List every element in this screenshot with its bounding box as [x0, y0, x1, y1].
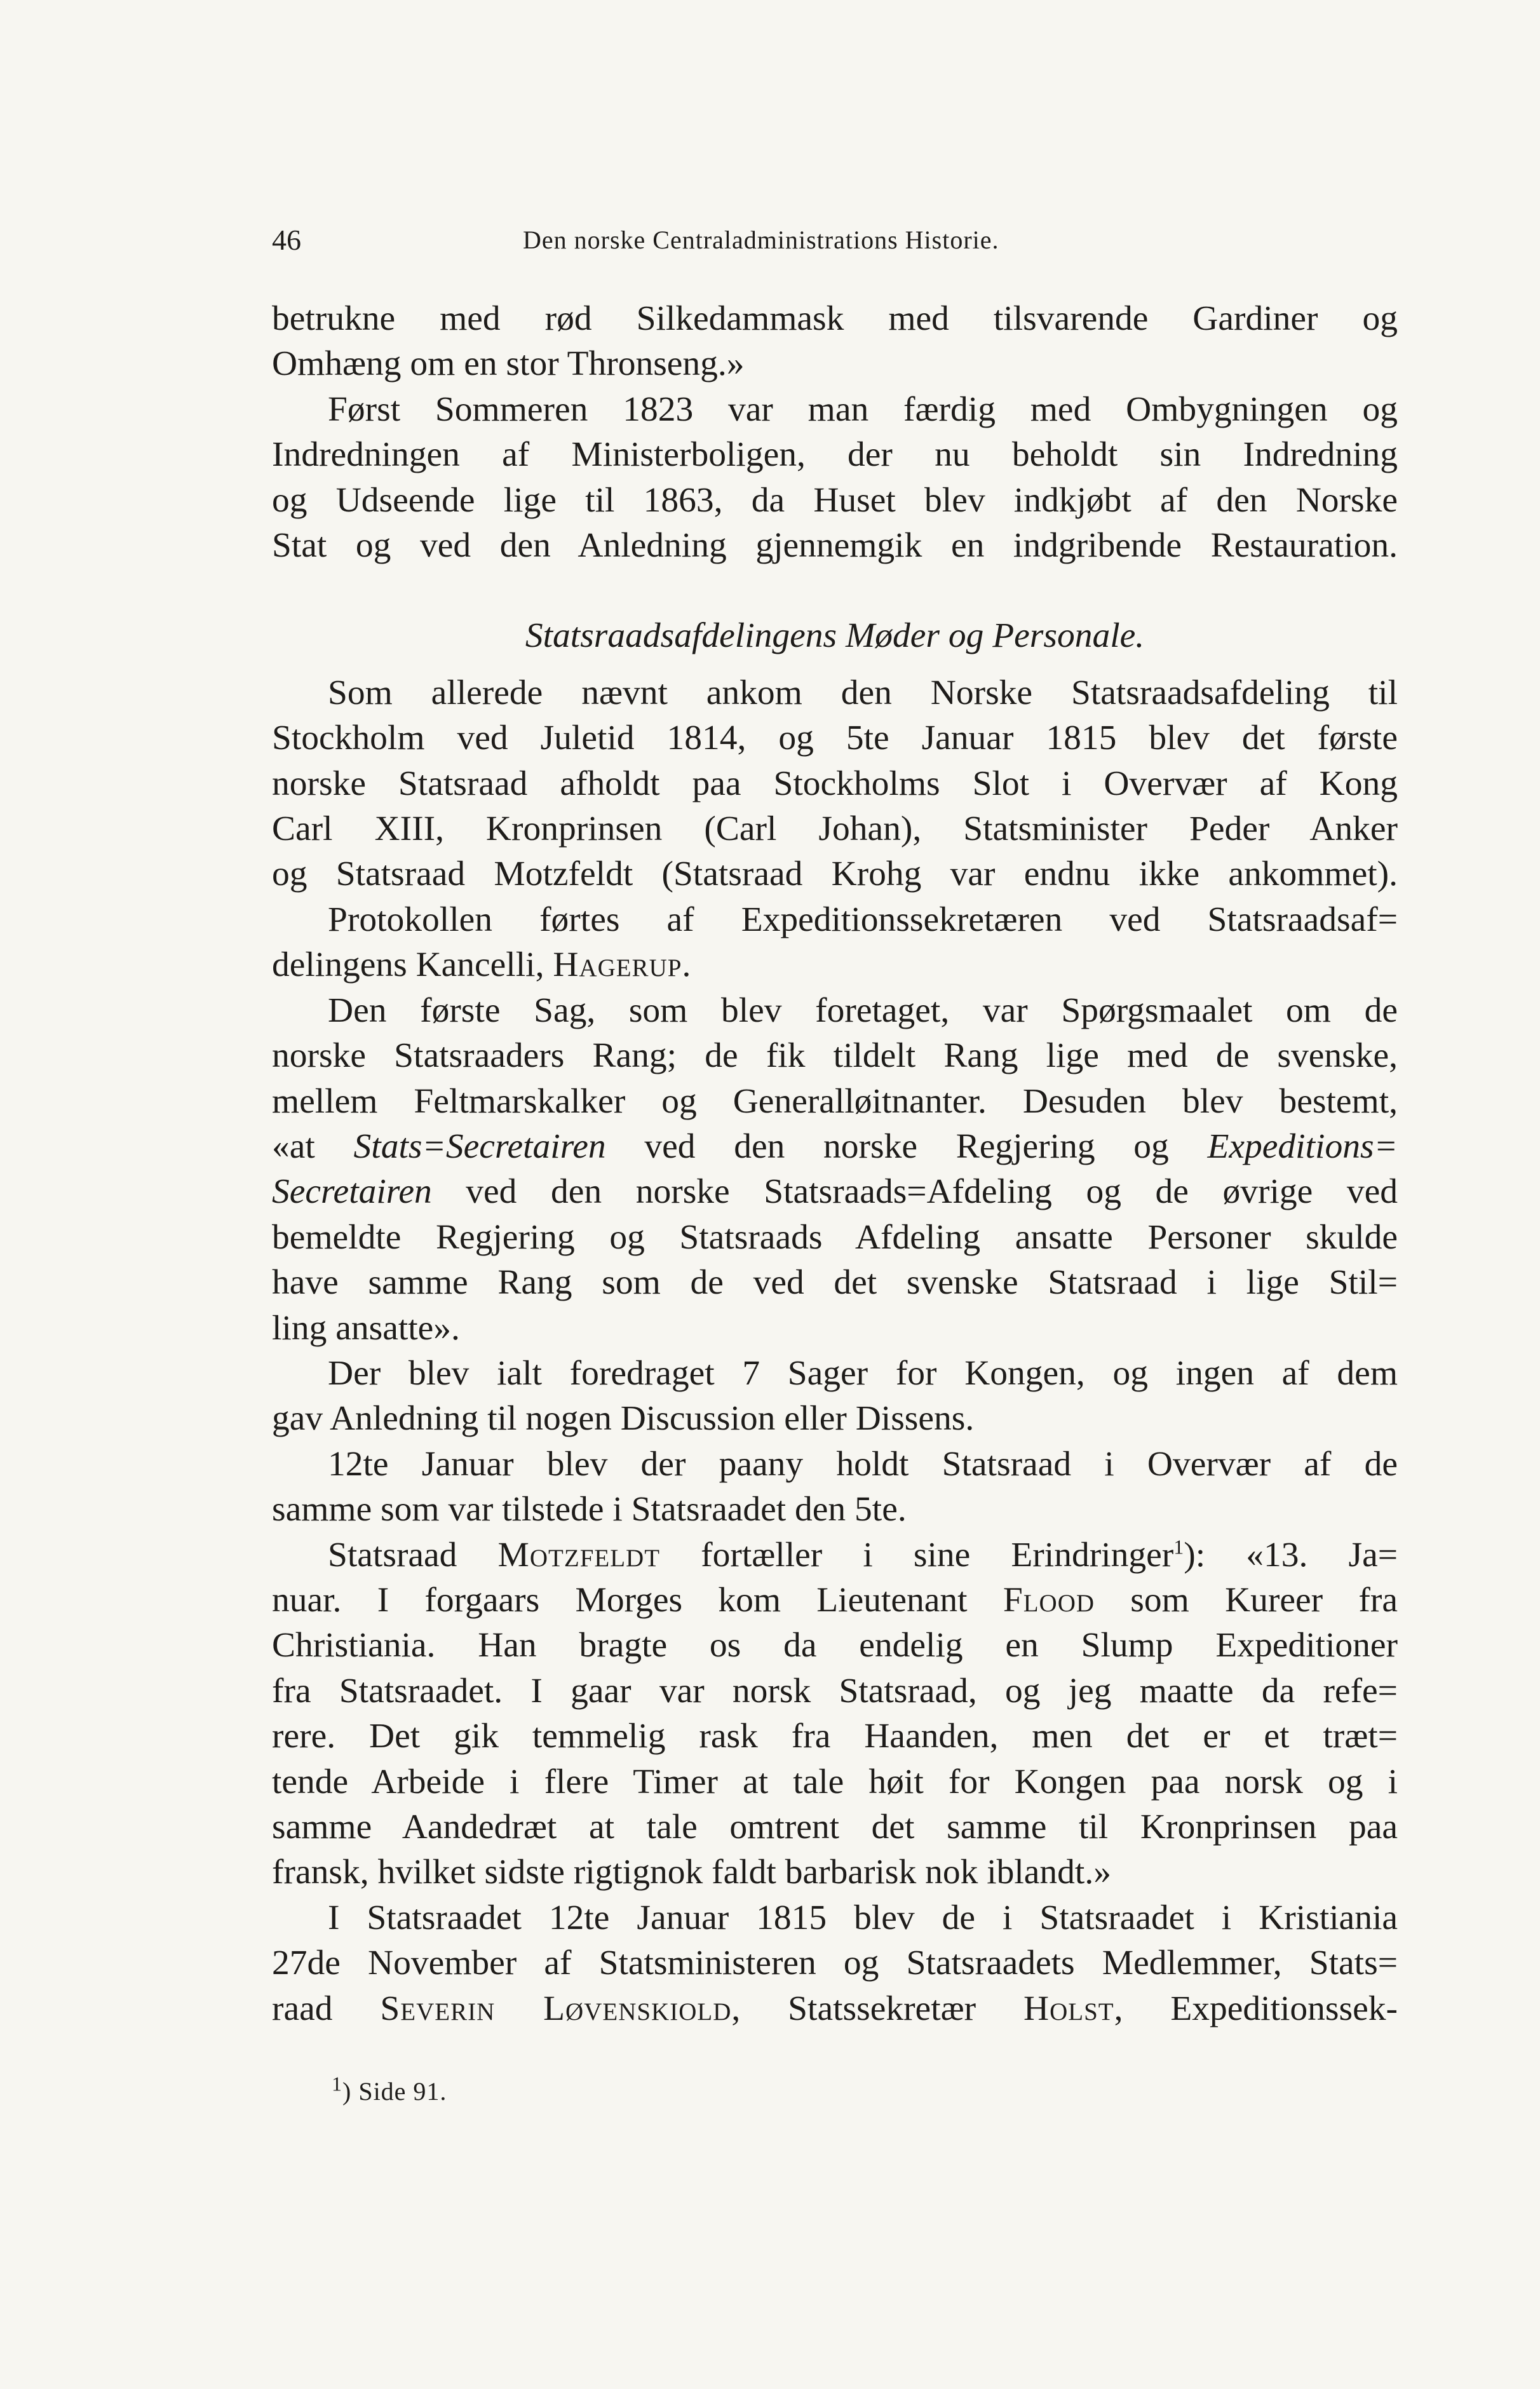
text-line: Som allerede nævnt ankom den Norske Statsraadsafdeling til: [328, 673, 1398, 712]
person-name: Hagerup: [553, 945, 682, 985]
text-line: [272, 1124, 1398, 1169]
text-line: og Statsraad Motzfeldt (Statsraad Krohg var endnu ikke ankommet).: [272, 855, 1398, 894]
page-header: [272, 221, 1180, 259]
text-line: Stockholm ved Juletid 1814, og 5te Januar 1815 blev det første: [272, 719, 1398, 758]
person-name: Severin Løvenskiold: [380, 1989, 732, 2028]
text-line: have samme Rang som de ved det svenske Statsraad i lige Stil=: [272, 1263, 1398, 1303]
paragraph: [272, 988, 1398, 1351]
paragraph: [272, 670, 1398, 897]
text-line: Omhæng om en stor Thronseng.»: [272, 344, 745, 384]
person-name: Holst: [1023, 1989, 1114, 2028]
text-line: og Udseende lige til 1863, da Huset blev indkjøbt af den Norske: [272, 480, 1398, 520]
text-line: [272, 1578, 1398, 1623]
text-span: delingens Kancelli,: [272, 945, 553, 985]
text-line: gav Anledning til nogen Discussion eller Dissens.: [272, 1399, 975, 1438]
text-line: norske Statsraad afholdt paa Stockholms Slot i Overvær af Kong: [272, 764, 1398, 803]
text-line: Protokollen førtes af Expeditionssekretæren ved Statsraadsaf=: [328, 900, 1398, 939]
text-line: samme Aandedræt at tale omtrent det samme til Kronprinsen paa: [272, 1808, 1398, 1846]
text-span: raad: [272, 1989, 381, 2028]
paragraph: [272, 897, 1398, 988]
paragraph: [272, 1442, 1398, 1533]
text-span: .: [682, 945, 691, 985]
text-line: norske Statsraaders Rang; de fik tildelt Rang lige med de svenske,: [272, 1036, 1398, 1076]
text-line: [272, 942, 1398, 987]
footnote: [332, 2073, 840, 2111]
text-line: 27de November af Statsministeren og Statsraadets Medlemmer, Stats=: [272, 1944, 1398, 1983]
text-span: Statsraad: [328, 1535, 498, 1574]
text-line: tende Arbeide i flere Timer at tale høit for Kongen paa norsk og i: [272, 1762, 1398, 1801]
person-name: Flood: [1003, 1580, 1095, 1620]
text-line: betrukne med rød Silkedammask med tilsvarende Gardiner og: [272, 299, 1398, 338]
text-line: [272, 1986, 1398, 2031]
text-line: Den første Sag, som blev foretaget, var Spørgsmaalet om de: [328, 991, 1398, 1030]
text-line: samme som var tilstede i Statsraadet den 5te.: [272, 1490, 907, 1529]
footnote-text: ) Side 91.: [342, 2077, 447, 2106]
running-title: Den norske Centraladministrations Historie.: [523, 226, 999, 254]
paragraph: [272, 387, 1398, 569]
section-heading: Statsraadsafdelingens Møder og Personale.: [525, 616, 1145, 656]
text-span: , Expeditionssek-: [1114, 1989, 1398, 2028]
text-line: Først Sommeren 1823 var man færdig med Ombygningen og: [328, 389, 1398, 429]
text-line: 12te Januar blev der paany holdt Statsraad i Overvær af de: [328, 1444, 1398, 1484]
text-line: [272, 1533, 1398, 1578]
italic-term: Secretairen: [272, 1172, 432, 1212]
text-span: ved den norske Statsraads=Afdeling og de øvrige ved: [431, 1172, 1398, 1212]
text-line: mellem Feltmarskalker og Generalløitnanter. Desuden blev bestemt,: [272, 1081, 1398, 1121]
text-line: Christiania. Han bragte os da endelig en Slump Expeditioner: [272, 1626, 1398, 1665]
text-line: Stat og ved den Anledning gjennemgik en indgribende Restauration.: [272, 526, 1398, 565]
text-line: fransk, hvilket sidste rigtignok faldt barbarisk nok iblandt.»: [272, 1853, 1111, 1892]
text-line: fra Statsraadet. I gaar var norsk Statsraad, og jeg maatte da refe=: [272, 1671, 1398, 1710]
italic-term: Stats=Secretairen: [353, 1127, 606, 1166]
text-span: som Kureer fra: [1095, 1580, 1398, 1620]
text-span: ved den norske Regjering og: [605, 1127, 1208, 1166]
paragraph: [272, 296, 1398, 387]
text-line: I Statsraadet 12te Januar 1815 blev de i Statsraadet i Kristiania: [328, 1898, 1398, 1937]
text-line: bemeldte Regjering og Statsraads Afdeling ansatte Personer skulde: [272, 1217, 1398, 1257]
text-line: rere. Det gik temmelig rask fra Haanden, men det er et træt=: [272, 1717, 1398, 1756]
paragraph: [272, 1351, 1398, 1442]
paragraph: [272, 1895, 1398, 2031]
text-line: [272, 1169, 1398, 1214]
text-span: nuar. I forgaars Morges kom Lieutenant: [272, 1580, 1003, 1620]
text-line: ling ansatte».: [272, 1308, 460, 1348]
text-span: , Statssekretær: [731, 1989, 1024, 2028]
text-line: Carl XIII, Kronprinsen (Carl Johan), Statsminister Peder Anker: [272, 809, 1398, 849]
text-span: fortæller i sine Erindringer: [660, 1535, 1174, 1574]
footnote-ref: 1: [1173, 1535, 1184, 1559]
body-text: [272, 296, 1398, 2031]
person-name: Motzfeldt: [497, 1535, 661, 1574]
page-number: 46: [272, 224, 301, 256]
text-span: ): «13. Ja=: [1184, 1535, 1398, 1574]
paragraph: [272, 1533, 1398, 1895]
text-line: Indredningen af Ministerboligen, der nu beholdt sin Indredning: [272, 435, 1398, 475]
footnote-mark: 1: [332, 2072, 342, 2095]
text-span: «at: [272, 1127, 354, 1166]
text-line: Der blev ialt foredraget 7 Sager for Kongen, og ingen af dem: [328, 1353, 1398, 1393]
italic-term: Expeditions=: [1207, 1127, 1398, 1166]
